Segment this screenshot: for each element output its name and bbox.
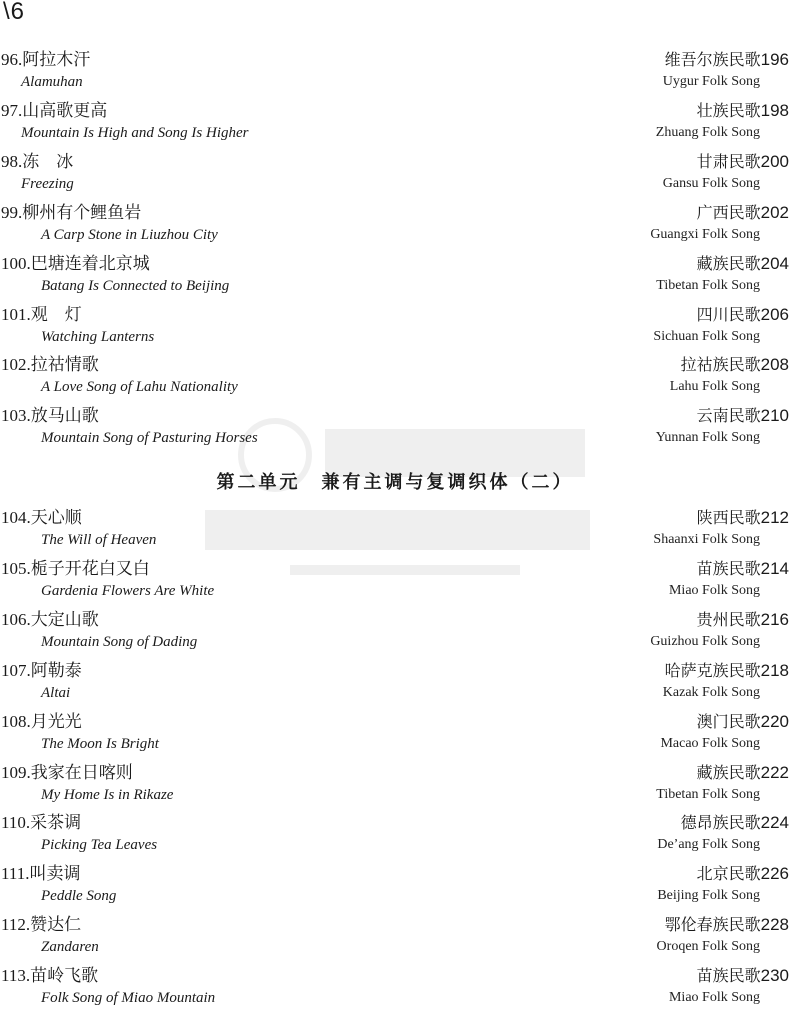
song-title-zh <box>1 101 107 121</box>
song-origin <box>697 864 789 884</box>
song-origin <box>681 355 789 375</box>
song-origin <box>697 101 789 121</box>
song-title-zh <box>1 661 82 681</box>
song-title-zh-text: 巴塘连着北京城 <box>30 253 150 274</box>
song-title-zh <box>1 50 90 70</box>
song-origin-en: Sichuan Folk Song <box>653 328 760 344</box>
song-title-zh-text: 大定山歌 <box>30 609 99 630</box>
song-origin-en: Uygur Folk Song <box>662 74 760 89</box>
song-origin-en: Kazak Folk Song <box>662 684 760 700</box>
song-origin-en: Tibetan Folk Song <box>656 786 760 802</box>
song-title-zh-text: 我家在日喀则 <box>30 762 133 783</box>
song-title-zh-text: 阿拉木汗 <box>22 50 91 70</box>
entry-number: 102. <box>1 355 31 375</box>
toc-entry <box>0 406 790 456</box>
page-ref: 218 <box>760 660 789 680</box>
song-title-en: Zandaren <box>41 939 99 956</box>
song-origin <box>697 763 789 783</box>
toc-entry <box>0 610 790 660</box>
entry-number: 96. <box>1 50 23 69</box>
page-ref: 226 <box>760 864 789 884</box>
toc-entry <box>0 763 790 813</box>
song-origin <box>665 661 789 681</box>
song-title-zh-text: 阿勒泰 <box>30 660 82 681</box>
song-title-en: Batang Is Connected to Beijing <box>41 277 230 294</box>
toc-entry <box>0 712 790 762</box>
entry-number: 107. <box>1 660 31 680</box>
song-title-en: Mountain Song of Pasturing Horses <box>41 430 258 447</box>
page-ref: 228 <box>760 915 789 935</box>
song-origin-text: 苗族民歌 <box>696 558 761 578</box>
page-ref: 222 <box>760 762 789 782</box>
toc-entry <box>0 152 790 202</box>
song-title-zh <box>1 712 82 732</box>
song-origin-text: 澳门民歌 <box>696 711 761 731</box>
song-origin <box>697 610 789 630</box>
song-title-zh <box>1 966 98 986</box>
toc-entry <box>0 813 790 863</box>
page-ref: 214 <box>760 558 789 578</box>
entry-number: 101. <box>1 304 31 324</box>
song-title-zh-text: 叫卖调 <box>29 864 81 885</box>
page-ref: 196 <box>760 50 789 69</box>
song-title-zh-text: 采茶调 <box>30 813 82 834</box>
song-title-zh <box>1 406 99 426</box>
entry-number: 106. <box>1 609 31 629</box>
song-origin-en: Tibetan Folk Song <box>656 277 760 293</box>
song-origin-text: 维吾尔族民歌 <box>664 50 761 69</box>
toc-entry <box>0 254 790 304</box>
song-origin-en: Yunnan Folk Song <box>655 430 760 446</box>
page-ref: 212 <box>760 508 789 527</box>
song-title-zh <box>1 610 99 630</box>
toc-entry <box>0 203 790 253</box>
toc-entry <box>0 355 790 405</box>
page-ref: 208 <box>760 355 789 375</box>
song-origin-text: 德昂族民歌 <box>680 813 761 833</box>
song-title-en: Gardenia Flowers Are White <box>41 582 215 599</box>
page-ref: 202 <box>760 202 789 222</box>
song-origin-text: 哈萨克族民歌 <box>664 660 761 680</box>
song-title-en: Altai <box>41 684 71 701</box>
entry-number: 108. <box>1 711 31 731</box>
entry-number: 100. <box>1 253 31 273</box>
song-title-en: Alamuhan <box>21 74 83 90</box>
page-ref: 224 <box>760 813 789 833</box>
song-origin <box>697 152 789 172</box>
song-title-en: Peddle Song <box>41 888 117 905</box>
song-title-zh-text: 放马山歌 <box>30 406 99 427</box>
entry-number: 97. <box>1 100 23 120</box>
song-title-en: The Will of Heaven <box>41 532 157 548</box>
page-ref: 206 <box>760 304 789 324</box>
toc-entry <box>0 966 790 1016</box>
section-title: 第二单元 兼有主调与复调织体（二） <box>216 472 574 493</box>
entry-number: 111. <box>1 864 30 884</box>
song-origin-text: 鄂伦春族民歌 <box>664 915 761 935</box>
song-origin-text: 贵州民歌 <box>696 609 761 629</box>
song-title-en: Picking Tea Leaves <box>41 837 158 854</box>
toc-entry <box>0 661 790 711</box>
song-origin <box>697 712 789 732</box>
page-ref: 220 <box>760 711 789 731</box>
song-title-zh <box>1 508 82 528</box>
song-title-en: Mountain Is High and Song Is Higher <box>21 124 249 141</box>
song-title-en: Freezing <box>21 175 74 192</box>
song-origin <box>697 508 789 528</box>
page-number: \6 <box>3 0 26 25</box>
song-title-en: A Carp Stone in Liuzhou City <box>41 226 218 243</box>
entry-number: 110. <box>1 813 31 833</box>
toc-entry <box>0 508 790 558</box>
song-origin-en: Oroqen Folk Song <box>656 939 760 955</box>
song-title-zh <box>1 763 133 783</box>
song-title-zh <box>1 254 150 274</box>
song-title-en: The Moon Is Bright <box>41 735 159 752</box>
toc-entry <box>0 559 790 609</box>
song-origin-en: Shaanxi Folk Song <box>653 532 760 547</box>
song-origin-en: Guangxi Folk Song <box>650 226 760 242</box>
song-origin-text: 甘肃民歌 <box>696 151 761 171</box>
toc-entry <box>0 305 790 355</box>
entry-number: 104. <box>1 508 31 527</box>
entry-number: 113. <box>1 966 31 986</box>
song-title-zh-text: 苗岭飞歌 <box>30 966 99 987</box>
song-origin-text: 云南民歌 <box>696 406 761 426</box>
song-origin <box>665 915 789 935</box>
page-ref: 230 <box>760 966 789 986</box>
song-title-zh <box>1 305 82 325</box>
song-title-en: Folk Song of Miao Mountain <box>41 990 216 1007</box>
page-ref: 198 <box>760 100 789 120</box>
song-title-en: Mountain Song of Dading <box>41 633 198 650</box>
song-origin-en: Gansu Folk Song <box>662 175 760 191</box>
song-title-zh-text: 月光光 <box>30 711 82 732</box>
song-origin <box>697 559 789 579</box>
entry-number: 103. <box>1 406 31 426</box>
song-title-zh <box>1 152 73 172</box>
page-ref: 204 <box>760 253 789 273</box>
song-title-zh <box>1 915 81 935</box>
song-origin-en: Guizhou Folk Song <box>650 633 760 649</box>
entry-number: 98. <box>1 151 23 171</box>
song-title-zh-text: 观 灯 <box>30 304 82 325</box>
song-title-zh-text: 栀子开花白又白 <box>30 558 150 579</box>
song-origin <box>681 813 789 833</box>
song-origin-en: Macao Folk Song <box>660 735 760 751</box>
song-origin-text: 广西民歌 <box>696 202 761 222</box>
song-origin-en: Zhuang Folk Song <box>655 124 760 140</box>
song-origin <box>665 50 789 70</box>
toc-entry <box>0 50 790 100</box>
song-origin-en: Miao Folk Song <box>668 582 760 598</box>
entry-number: 109. <box>1 762 31 782</box>
song-origin <box>697 966 789 986</box>
song-title-en: A Love Song of Lahu Nationality <box>41 379 238 396</box>
song-title-zh-text: 天心顺 <box>30 508 82 528</box>
song-origin <box>697 203 789 223</box>
song-origin-text: 北京民歌 <box>696 864 761 884</box>
song-title-zh-text: 冻 冰 <box>22 151 74 172</box>
song-title-zh-text: 赞达仁 <box>30 915 82 936</box>
page-ref: 210 <box>760 406 789 426</box>
song-origin-text: 藏族民歌 <box>696 253 761 273</box>
song-origin-text: 陕西民歌 <box>696 508 761 527</box>
song-title-zh-text: 拉祜情歌 <box>30 355 99 376</box>
song-origin-text: 苗族民歌 <box>696 966 761 986</box>
song-title-en: My Home Is in Rikaze <box>41 786 174 803</box>
song-origin-text: 藏族民歌 <box>696 762 761 782</box>
song-origin-text: 壮族民歌 <box>696 100 761 120</box>
song-title-zh-text: 山高歌更高 <box>22 100 108 121</box>
entry-number: 112. <box>1 915 31 935</box>
song-origin-en: Lahu Folk Song <box>669 379 760 395</box>
song-title-zh <box>1 559 150 579</box>
song-origin-en: De’ang Folk Song <box>657 837 760 853</box>
toc-entry <box>0 101 790 151</box>
song-origin <box>697 254 789 274</box>
song-title-en: Watching Lanterns <box>41 328 155 345</box>
song-origin-text: 拉祜族民歌 <box>680 355 761 375</box>
song-title-zh <box>1 864 81 884</box>
page-ref: 200 <box>760 151 789 171</box>
song-title-zh <box>1 203 141 223</box>
song-title-zh-text: 柳州有个鲤鱼岩 <box>22 202 142 223</box>
toc-entry <box>0 864 790 914</box>
toc-entry <box>0 915 790 965</box>
song-origin-text: 四川民歌 <box>696 304 761 324</box>
song-title-zh <box>1 355 99 375</box>
page-ref: 216 <box>760 609 789 629</box>
song-origin-en: Beijing Folk Song <box>657 888 760 904</box>
song-origin <box>697 305 789 325</box>
entry-number: 105. <box>1 558 31 578</box>
song-title-zh <box>1 813 81 833</box>
song-origin-en: Miao Folk Song <box>668 990 760 1006</box>
song-origin <box>697 406 789 426</box>
entry-number: 99. <box>1 202 23 222</box>
